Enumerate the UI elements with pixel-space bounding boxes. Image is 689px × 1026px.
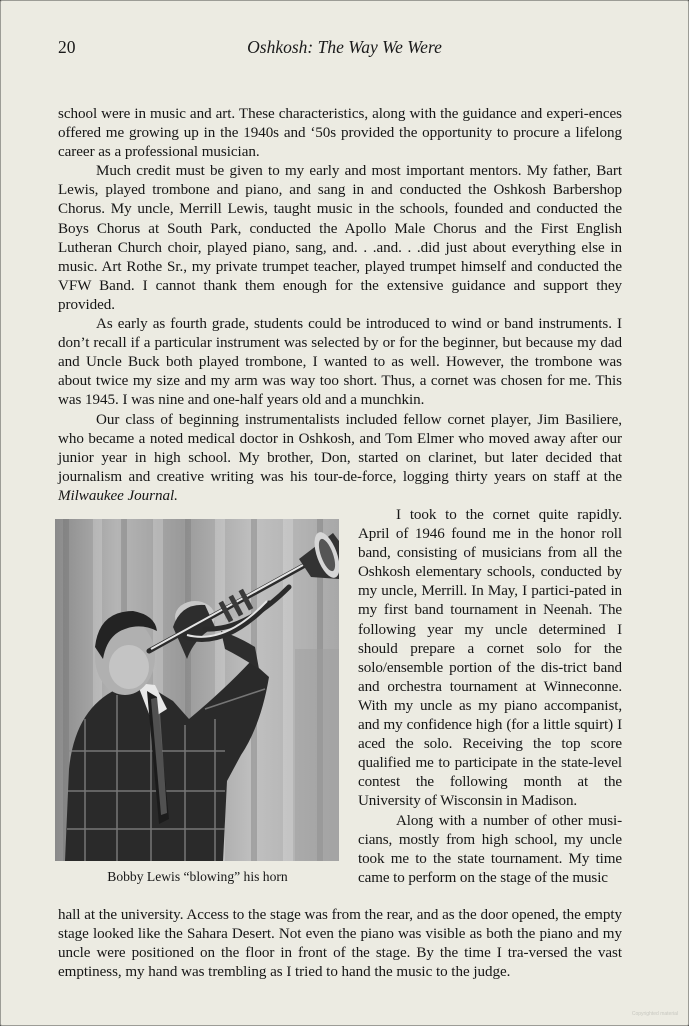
- body-text-bottom: [58, 906, 622, 982]
- body-text-side-column: [358, 506, 622, 888]
- paragraph-text: Our class of beginning instrumentalists included fellow cornet player, Jim Basiliere, who became a noted medical doctor in Oshkosh, and Tom Elmer who moved away after our junior year in high school. My brother, Don, started on clarinet, but later decided that journalism and creative writing was his tour-de-force, logging thirty years on staff at the: [58, 411, 622, 485]
- page-header: [1, 37, 688, 61]
- page-number: 20: [58, 37, 76, 57]
- body-text-top: [58, 105, 622, 506]
- paragraph: As early as fourth grade, students could be introduced to wind or band instruments. I don’t recall if a particular instrument was selected by or for the beginner, but because my dad and Uncle Buck both played trombone, I wanted to as well. However, the trombone was about twice my size and my arm was way too short. Thus, a cornet was chosen for me. This was 1945. I was nine and one-half years old and a munchkin.: [58, 316, 622, 409]
- figure: [55, 519, 340, 884]
- paragraph: [58, 411, 622, 506]
- photo-caption: Bobby Lewis “blowing” his horn: [107, 869, 288, 884]
- running-title: Oshkosh: The Way We Were: [247, 37, 442, 57]
- paragraph: I took to the cornet quite rapidly. April of 1946 found me in the honor roll band, consisting of musicians from all the Oshkosh elementary schools, conducted by my uncle, Merrill. In May, I partici-pated in my first band tournament in Neenah. The following year my uncle determined I should prepare a cornet solo for the solo/ensemble portion of the dis-trict band and orchestra tournament at Winneconne. With my uncle as my piano accompanist, and my confidence high (for a little squirt) I aced the solo. Receiving the top score qualified me to participate in the state-level contest the following month at the University of Wisconsin in Madison.: [358, 507, 622, 810]
- trumpet-player-photo-drawing: [55, 519, 339, 861]
- paragraph: Much credit must be given to my early and most important mentors. My father, Bart Lewis, played trombone and piano, and sang in and conducted the Oshkosh Barbershop Chorus. My uncle, Merrill Lewis, taught music in the schools, founded and conducted the Boys Chorus at South Park, conducted the Apollo Male Chorus and the First English Lutheran Church choir, played piano, sang, and. . .and. . .did just about everything else in music. Art Rothe Sr., my private trumpet teacher, played trumpet himself and conducted the VFW Band. I cannot thank them enough for the extensive guidance and support they provided.: [58, 163, 622, 313]
- paragraph: Along with a number of other musi-cians, mostly from high school, my uncle took me to the state tournament. My time came to perform on the stage of the music: [358, 812, 622, 886]
- copyright-watermark: Copyrighted material: [631, 1011, 678, 1017]
- publication-title: Milwaukee Journal.: [58, 487, 178, 504]
- paragraph: school were in music and art. These characteristics, along with the guidance and experi-ences offered me growing up in the 1940s and ‘50s provided the opportunity to procure a lifelong career as a professional musician.: [58, 106, 622, 161]
- photo-trumpet-player: [55, 519, 339, 861]
- paragraph: hall at the university. Access to the stage was from the rear, and as the door opened, the empty stage looked like the Sahara Desert. Not even the piano was visible as both the piano and my uncle were positioned on the floor in front of the stage. By the time I tra-versed the vast emptiness, my hand was trembling as I tried to hand the music to the judge.: [58, 907, 622, 981]
